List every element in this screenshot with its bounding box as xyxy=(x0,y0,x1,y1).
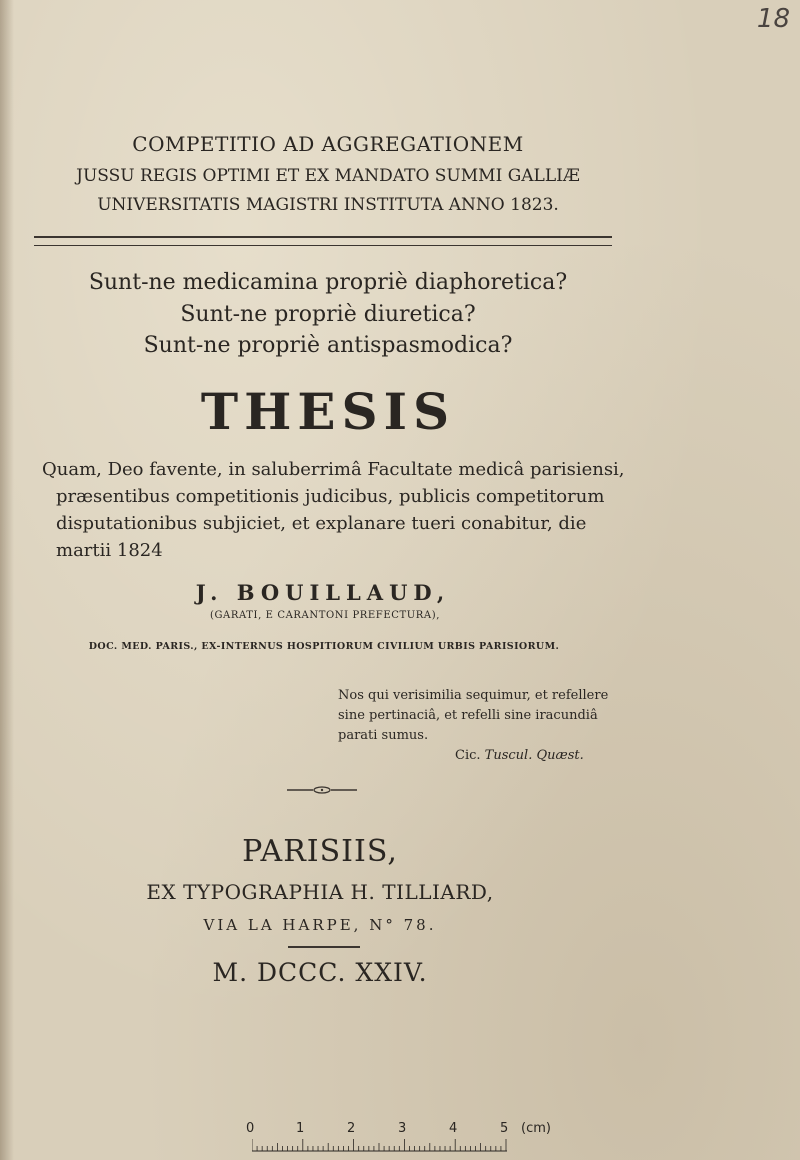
imprint-printer: EX TYPOGRAPHIA H. TILLIARD, xyxy=(146,880,494,904)
header-divider xyxy=(34,236,612,246)
attribution-author: Cic. xyxy=(455,748,481,763)
header-line-2: JUSSU REGIS OPTIMI ET EX MANDATO SUMMI GALLIÆ xyxy=(76,166,580,186)
author-name: J. BOUILLAUD, xyxy=(195,580,451,605)
scale-tick-label: 5 xyxy=(500,1121,509,1136)
scale-tick-label: 4 xyxy=(449,1121,458,1136)
imprint-address: VIA LA HARPE, N° 78. xyxy=(203,916,437,934)
epigraph-attribution xyxy=(455,748,584,763)
ruler-icon xyxy=(252,1139,512,1153)
imprint-divider xyxy=(288,946,360,948)
scale-tick-label: 3 xyxy=(398,1121,407,1136)
question-1: Sunt-ne medicamina propriè diaphoretica? xyxy=(88,270,568,295)
epigraph-line-2: sine pertinaciâ, et refelli sine iracundiâ xyxy=(338,708,598,723)
question-2: Sunt-ne propriè diuretica? xyxy=(180,302,476,327)
author-credentials: DOC. MED. PARIS., EX-INTERNUS HOSPITIORUM CIVILIUM URBIS PARISIORUM. xyxy=(88,641,560,652)
epigraph-line-1: Nos qui verisimilia sequimur, et refellere xyxy=(338,688,609,703)
paragraph-line-1: Quam, Deo favente, in saluberrimâ Facultate medicâ parisiensi, xyxy=(42,459,625,480)
imprint-place: PARISIIS, xyxy=(242,834,398,869)
paragraph-line-3: disputationibus subjiciet, et explanare tueri conabitur, die xyxy=(56,513,587,534)
imprint-year: M. DCCC. XXIV. xyxy=(212,958,428,987)
paragraph-line-4: martii 1824 xyxy=(56,540,163,561)
header-line-3: UNIVERSITATIS MAGISTRI INSTITUTA ANNO 1823. xyxy=(97,195,559,215)
handwritten-page-number: 18 xyxy=(756,4,790,34)
scale-unit: (cm) xyxy=(521,1121,551,1136)
scale-tick-label: 1 xyxy=(296,1121,305,1136)
paragraph-line-2: præsentibus competitionis judicibus, publicis competitorum xyxy=(56,486,605,507)
epigraph-line-3: parati sumus. xyxy=(338,728,429,743)
scale-bar xyxy=(246,1121,566,1153)
ornament-divider-icon xyxy=(287,786,357,794)
question-3: Sunt-ne propriè antispasmodica? xyxy=(143,333,513,358)
scale-tick-label: 2 xyxy=(347,1121,356,1136)
attribution-work: Tuscul. Quæst. xyxy=(484,748,584,763)
epigraph xyxy=(338,686,609,746)
header-line-1: COMPETITIO AD AGGREGATIONEM xyxy=(132,132,524,156)
scale-tick-label: 0 xyxy=(246,1121,255,1136)
thesis-title: THESIS xyxy=(200,382,456,441)
thesis-paragraph xyxy=(42,456,625,564)
author-affiliation: (GARATI, E CARANTONI PREFECTURA), xyxy=(209,610,441,621)
